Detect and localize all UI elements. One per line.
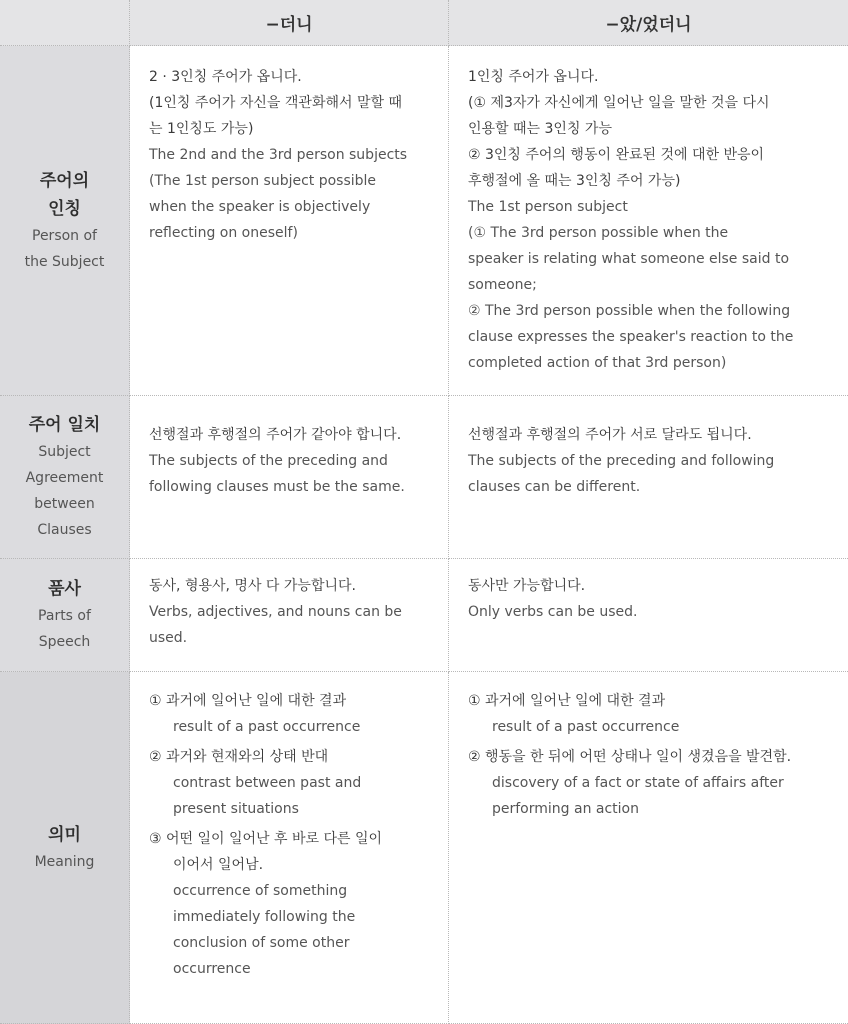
row-label-meaning: [0, 672, 130, 1024]
text-line: following clauses must be the same.: [149, 479, 405, 495]
text-line: occurrence: [173, 961, 251, 977]
text-line: reflecting on oneself): [149, 225, 298, 241]
header-col-at-eot-deoni: [449, 0, 848, 46]
text-line: when the speaker is objectively: [149, 199, 371, 215]
text-line: 인용할 때는 3인칭 가능: [468, 121, 612, 137]
cell-pos-at-eot-deoni: [449, 559, 848, 672]
row-label-agreement-ko: 주어 일치: [28, 415, 101, 435]
cell-person-at-eot-deoni: [449, 46, 848, 396]
text-line: 2 · 3인칭 주어가 옵니다.: [149, 69, 302, 85]
text-line: someone;: [468, 277, 537, 293]
row-label-meaning-en: Meaning: [34, 853, 95, 870]
text-line: (The 1st person subject possible: [149, 173, 377, 189]
text-line: ① 과거에 일어난 일에 대한 결과: [149, 693, 347, 709]
text-line: clause expresses the speaker's reaction to the: [468, 329, 794, 345]
cell-agreement-at-eot-deoni: [449, 396, 848, 559]
text-line: (① 제3자가 자신에게 일어난 일을 말한 것을 다시: [468, 95, 770, 111]
text-line: The 2nd and the 3rd person subjects: [149, 147, 408, 163]
text-line: 동사, 형용사, 명사 다 가능합니다.: [149, 578, 356, 594]
text-line: conclusion of some other: [173, 935, 350, 951]
text-line: 이어서 일어남.: [173, 857, 264, 873]
row-label-pos-en-2: Speech: [38, 634, 91, 650]
text-line: (① The 3rd person possible when the: [468, 225, 729, 241]
text-line: 는 1인칭도 가능): [149, 121, 254, 137]
text-line: The 1st person subject: [468, 199, 628, 215]
text-line: 동사만 가능합니다.: [468, 578, 586, 594]
header-title-deoni: −더니: [265, 15, 313, 35]
text-line: occurrence of something: [173, 883, 348, 899]
row-label-agreement-en-1: Subject: [38, 444, 91, 460]
cell-person-deoni: [130, 46, 449, 396]
row-label-meaning-ko: 의미: [48, 824, 81, 845]
header-col-deoni: [130, 0, 449, 46]
text-line: Only verbs can be used.: [468, 604, 638, 620]
row-label-agreement: [0, 396, 130, 559]
text-line: The subjects of the preceding and: [149, 453, 388, 469]
text-line: completed action of that 3rd person): [468, 355, 727, 371]
row-label-pos: [0, 559, 130, 672]
text-line: 후행절에 올 때는 3인칭 주어 가능): [468, 173, 681, 189]
text-line: clauses can be different.: [468, 479, 641, 495]
text-line: ① 과거에 일어난 일에 대한 결과: [468, 693, 666, 709]
text-line: ② 과거와 현재와의 상태 반대: [149, 749, 329, 765]
text-line: used.: [149, 630, 188, 646]
cell-meaning-deoni: [130, 672, 449, 1024]
text-line: ② 3인칭 주어의 행동이 완료된 것에 대한 반응이: [468, 147, 765, 163]
cell-meaning-at-eot-deoni: [449, 672, 848, 1024]
text-line: discovery of a fact or state of affairs after: [492, 775, 784, 791]
text-line: ③ 어떤 일이 일어난 후 바로 다른 일이: [149, 831, 383, 847]
text-line: Verbs, adjectives, and nouns can be: [149, 604, 402, 620]
row-label-person-en-1: Person of: [32, 227, 97, 244]
text-line: contrast between past and: [173, 775, 362, 791]
text-line: present situations: [173, 801, 299, 817]
text-line: ② The 3rd person possible when the following: [468, 303, 791, 319]
text-line: 1인칭 주어가 옵니다.: [468, 69, 599, 85]
cell-pos-deoni: [130, 559, 449, 672]
text-line: (1인칭 주어가 자신을 객관화해서 말할 때: [149, 95, 403, 111]
row-label-agreement-en-2: Agreement: [25, 470, 104, 486]
text-line: 선행절과 후행절의 주어가 같아야 합니다.: [149, 427, 402, 443]
row-label-agreement-en-4: Clauses: [37, 522, 92, 538]
cell-agreement-deoni: [130, 396, 449, 559]
text-line: performing an action: [492, 801, 639, 817]
row-label-pos-ko: 품사: [48, 579, 81, 599]
row-label-person: [0, 46, 130, 396]
text-line: result of a past occurrence: [492, 719, 680, 735]
row-label-pos-en-1: Parts of: [38, 608, 91, 624]
header-title-at-eot-deoni: −았/었더니: [605, 15, 692, 35]
row-label-person-ko-1: 주어의: [39, 170, 90, 191]
row-label-agreement-en-3: between: [34, 496, 95, 512]
text-line: immediately following the: [173, 909, 356, 925]
text-line: 선행절과 후행절의 주어가 서로 달라도 됩니다.: [468, 427, 752, 443]
row-label-person-ko-2: 인칭: [48, 198, 81, 219]
text-line: The subjects of the preceding and following: [468, 453, 775, 469]
text-line: speaker is relating what someone else said to: [468, 251, 790, 267]
text-line: result of a past occurrence: [173, 719, 361, 735]
row-label-person-en-2: the Subject: [24, 253, 105, 270]
text-line: ② 행동을 한 뒤에 어떤 상태나 일이 생겼음을 발견함.: [468, 749, 792, 765]
header-corner-cell: [0, 0, 130, 46]
